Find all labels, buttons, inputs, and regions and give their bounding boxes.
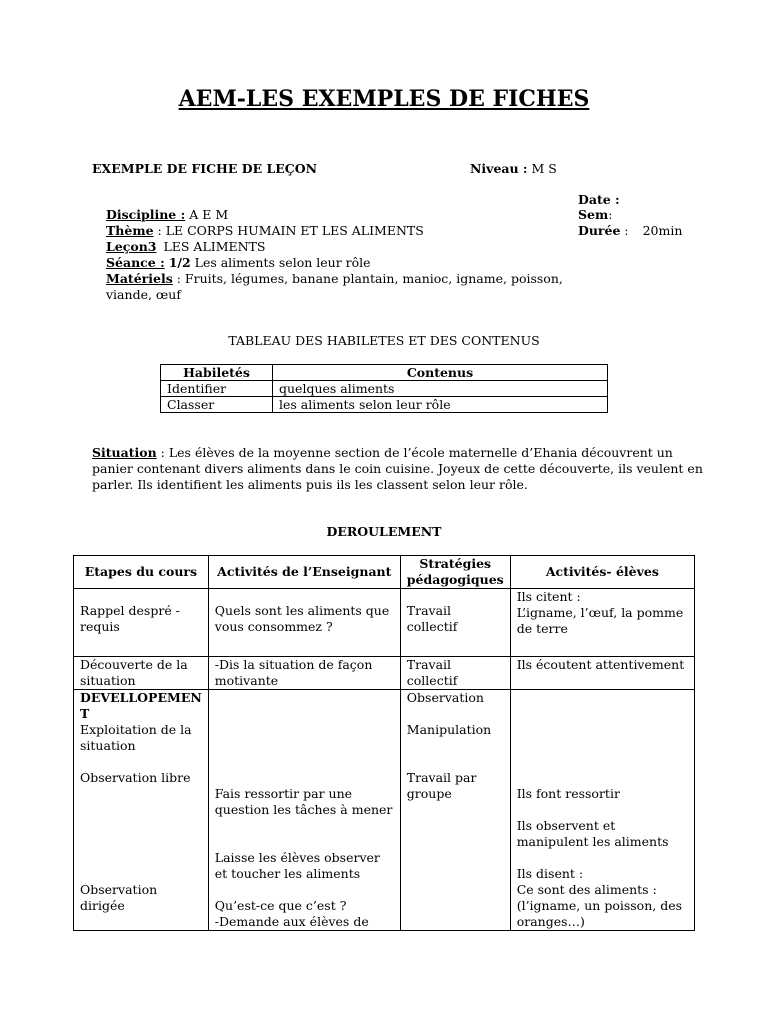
deroulement-caption: DEROULEMENT: [326, 524, 442, 539]
eleves-cell: Ils écoutent attentivement: [510, 657, 694, 690]
theme-row: [106, 223, 563, 239]
table-header-row: [161, 365, 608, 381]
situation-text-1: : Les élèves de la moyenne section de l’école maternelle d’Ehania découvrent un: [160, 445, 673, 460]
habilete-cell: Identifier: [161, 381, 273, 397]
habiletes-table: [160, 364, 608, 413]
enseignant-laisse-observer: Laisse les élèves observer et toucher les aliments: [214, 850, 380, 881]
seance-row: [106, 255, 563, 271]
strategie-rappel: Travail collectif: [406, 603, 458, 634]
situation-line-3: parler. Ils identifient les aliments puis ils les classent selon leur rôle.: [92, 477, 528, 492]
niveau: [470, 161, 557, 177]
eleves-cell: [510, 589, 694, 657]
discipline-label: Discipline :: [106, 207, 186, 222]
materiels-row-2: viande, œuf: [106, 287, 181, 302]
sem-field: [578, 207, 612, 223]
discipline-row: [106, 207, 563, 223]
header-eleves: Activités- élèves: [510, 556, 694, 589]
contenu-cell: les aliments selon leur rôle: [273, 397, 608, 413]
table-row: [74, 657, 695, 690]
situation-paragraph: [92, 445, 703, 493]
date-label: Date :: [578, 192, 620, 207]
duree-value: 20min: [642, 223, 683, 238]
habilete-cell: Classer: [161, 397, 273, 413]
strategie-observation: Observation: [406, 690, 484, 705]
header-strategies: Stratégies pédagogiques: [400, 556, 510, 589]
etape-cell: Découverte de la situation: [74, 657, 209, 690]
theme-value: : LE CORPS HUMAIN ET LES ALIMENTS: [157, 223, 424, 238]
discipline-value: A E M: [189, 207, 229, 222]
header-contenus: Contenus: [273, 365, 608, 381]
eleves-rappel-2: L’igname, l’œuf, la pomme de terre: [516, 605, 684, 636]
deroulement-table: [73, 555, 695, 931]
materiels-row: [106, 271, 563, 287]
lesson-meta: [106, 207, 563, 303]
strategie-cell: Travail collectif: [400, 657, 510, 690]
eleves-rappel-1: Ils citent :: [516, 589, 581, 604]
enseignant-cell: -Dis la situation de façon motivante: [208, 657, 400, 690]
duree-label: Durée: [578, 223, 621, 238]
seance-value: Les aliments selon leur rôle: [194, 255, 371, 270]
header-enseignant: Activités de l’Enseignant: [208, 556, 400, 589]
eleves-disent: Ils disent :: [516, 866, 584, 881]
eleves-observent: Ils observent et manipulent les aliments: [516, 818, 669, 849]
lecon-row: [106, 239, 563, 255]
strategie-manipulation: Manipulation: [406, 722, 492, 737]
etape-cell: [74, 589, 209, 657]
sem-label: Sem: [578, 207, 609, 222]
etape-cell: [74, 690, 209, 931]
duree-field: [578, 223, 682, 239]
materiels-label: Matériels: [106, 271, 173, 286]
etape-rappel: Rappel despré -requis: [80, 603, 180, 634]
fiche-label: EXEMPLE DE FICHE DE LEÇON: [92, 161, 318, 176]
table-row: [74, 690, 695, 931]
eleves-font-ressortir: Ils font ressortir: [516, 786, 620, 801]
contenu-cell: quelques aliments: [273, 381, 608, 397]
situation-line-2: panier contenant divers aliments dans le coin cuisine. Joyeux de cette découverte, ils veulent en: [92, 461, 703, 476]
enseignant-demande: -Demande aux élèves de: [214, 914, 369, 929]
sem-colon: :: [608, 207, 613, 222]
seance-num: 1/2: [168, 255, 191, 270]
theme-label: Thème: [106, 223, 154, 238]
lecon-label: Leçon3: [106, 239, 157, 254]
etape-exploitation: Exploitation de la situation: [80, 722, 192, 753]
developpement-title-2: T: [80, 706, 90, 721]
eleves-aliments: Ce sont des aliments : (l’igname, un poisson, des oranges…): [516, 882, 683, 929]
situation-label: Situation: [92, 445, 157, 460]
strategie-travail-groupe: Travail par groupe: [406, 770, 477, 801]
header-habiletes: Habiletés: [161, 365, 273, 381]
eleves-cell: [510, 690, 694, 931]
strategie-cell: [400, 690, 510, 931]
strategie-cell: [400, 589, 510, 657]
enseignant-fais-ressortir: Fais ressortir par une question les tâches à mener: [214, 786, 393, 817]
enseignant-question: Qu’est-ce que c’est ?: [214, 898, 347, 913]
niveau-label: Niveau :: [470, 161, 528, 176]
lecon-value: LES ALIMENTS: [163, 239, 266, 254]
etape-observation-libre: Observation libre: [80, 770, 191, 785]
seance-label: Séance :: [106, 255, 165, 270]
table-row: [74, 589, 695, 657]
materiels-value-1: : Fruits, légumes, banane plantain, manioc, igname, poisson,: [176, 271, 563, 286]
table-row: [161, 381, 608, 397]
developpement-title-1: DEVELLOPEMEN: [80, 690, 202, 705]
enseignant-rappel: Quels sont les aliments que vous consommez ?: [214, 603, 390, 634]
enseignant-cell: [208, 690, 400, 931]
duree-colon: :: [624, 223, 629, 238]
table-row: [161, 397, 608, 413]
table-header-row: [74, 556, 695, 589]
enseignant-cell: [208, 589, 400, 657]
habiletes-caption: TABLEAU DES HABILETES ET DES CONTENUS: [228, 333, 540, 348]
etape-observation-dirigee: Observation dirigée: [80, 882, 158, 913]
situation-line-1: [92, 445, 703, 461]
page-title: AEM-LES EXEMPLES DE FICHES: [178, 86, 590, 112]
niveau-value: M S: [531, 161, 557, 176]
header-etapes: Etapes du cours: [74, 556, 209, 589]
